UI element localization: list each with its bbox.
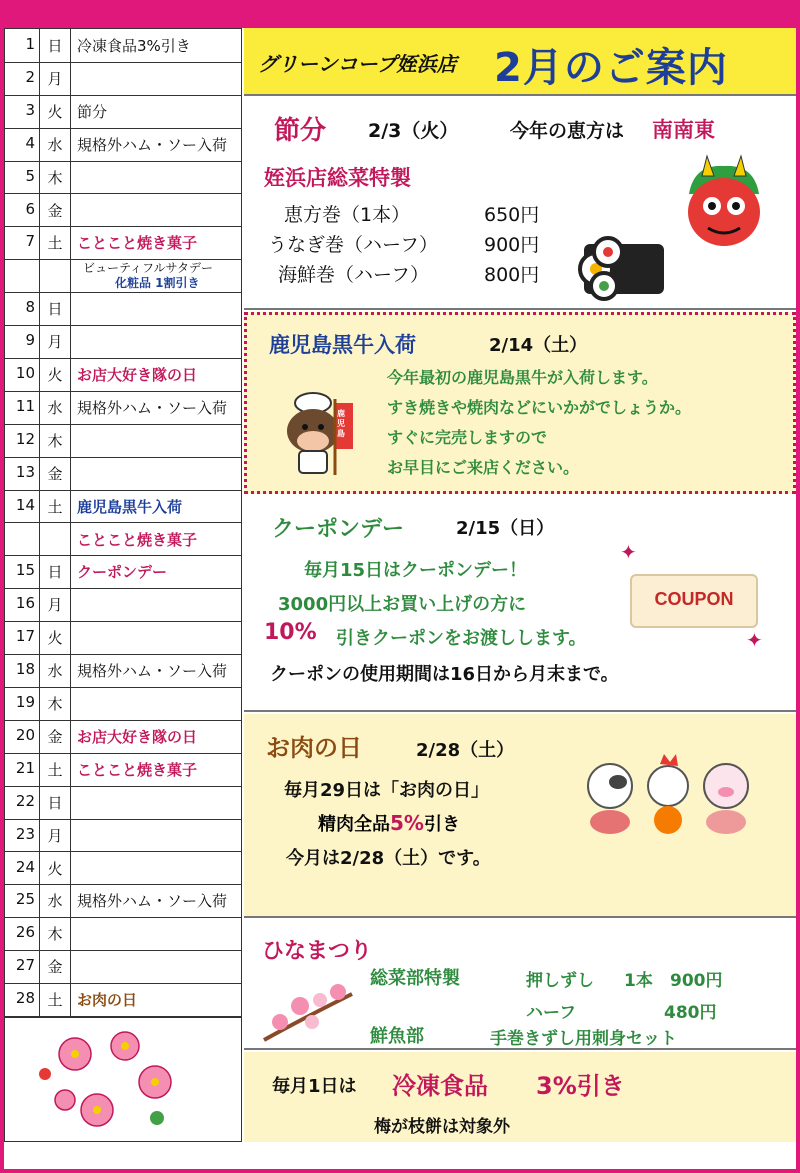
oni-icon [674,154,774,254]
meat-day-line-1: 毎月29日は「お肉の日」 [284,780,490,801]
calendar-weekday: 金 [39,720,71,753]
calendar-weekday: 火 [39,358,71,391]
store-name: グリーンコープ姪浜店 [258,52,457,76]
calendar-weekday: 水 [39,654,71,687]
calendar-weekday: 火 [39,95,71,128]
calendar-event: クーポンデー [77,563,168,582]
beef-line: 今年最初の鹿児島黒牛が入荷します。 [387,368,658,387]
beef-title: 鹿児島黒牛入荷 [269,333,416,357]
hinamatsuri-section [244,920,796,1050]
hina-price-1: 900円 [670,971,723,991]
calendar-day: 3 [25,100,35,119]
event-calendar [4,28,242,1142]
calendar-event: ことこと焼き菓子 [77,234,198,253]
calendar-row [5,194,241,228]
calendar-row [5,128,241,162]
calendar-day: 6 [25,199,35,218]
animals-icon [584,752,754,842]
calendar-day: 26 [15,923,35,942]
calendar-weekday: 木 [39,917,71,950]
calendar-row [5,786,241,820]
frozen-prefix: 毎月1日は [272,1076,357,1097]
calendar-day: 22 [15,791,35,810]
ehoumaki-illustration [574,224,674,304]
ehoumaki-item-name: 恵方巻（1本） [284,204,411,226]
calendar-day: 7 [25,232,35,251]
header-banner [244,28,796,94]
setsubun-title: 節分 [274,116,327,146]
calendar-day: 4 [25,133,35,152]
calendar-day: 5 [25,166,35,185]
calendar-weekday: 日 [39,786,71,819]
calendar-event: ことこと焼き菓子 [77,760,198,779]
calendar-weekday [39,523,71,556]
calendar-event: 冷凍食品3%引き [77,37,191,55]
plum-blossom-icon [5,1018,241,1142]
calendar-weekday: 月 [39,588,71,621]
setsubun-date: 2/3（火） [368,120,459,142]
calendar-row [5,292,241,326]
page-title: 2月のご案内 [494,45,728,91]
coupon-line-1: 毎月15日はクーポンデー！ [304,560,528,581]
calendar-row [5,424,241,458]
calendar-row [5,95,241,129]
calendar-row [5,819,241,853]
calendar-row [5,884,241,918]
calendar-weekday: 月 [39,62,71,95]
calendar-event: お肉の日 [77,991,138,1010]
calendar-row [5,391,241,425]
setsubun-section [244,94,796,310]
calendar-weekday: 日 [39,555,71,588]
hina-dept-2: 鮮魚部 [370,1026,424,1047]
calendar-row [5,62,241,96]
calendar-row [5,490,241,524]
hinamatsuri-title: ひなまつり [262,939,373,964]
calendar-weekday [39,259,71,292]
calendar-weekday: 水 [39,391,71,424]
coupon-line-4: クーポンの使用期間は16日から月末まで。 [270,664,619,685]
calendar-row [5,621,241,655]
calendar-row [5,588,241,622]
meat-day-section [244,714,796,918]
calendar-row [5,29,241,63]
calendar-day: 17 [15,627,35,646]
calendar-event: 節分 [77,102,108,121]
calendar-row [5,654,241,688]
calendar-row [5,457,241,491]
calendar-row [5,523,241,557]
calendar-day: 18 [15,660,35,679]
meat-day-line-3: 今月は2/28（土）です。 [286,848,491,869]
calendar-day: 10 [15,364,35,382]
meat-day-title: お肉の日 [266,734,362,762]
beef-line: すぐに完売しますので [387,428,548,447]
frozen-name: 冷凍食品 [392,1072,488,1100]
meat-day-date: 2/28（土） [416,740,515,761]
calendar-row [5,917,241,951]
calendar-row [5,720,241,754]
calendar-day: 1 [25,35,35,53]
ehou-direction: 南南東 [652,118,715,142]
calendar-weekday: 金 [39,950,71,983]
flag-label: 鹿児島 [337,409,345,438]
calendar-row [5,161,241,195]
coupon-section [244,498,796,712]
calendar-weekday: 土 [39,490,71,523]
calendar-weekday: 月 [39,819,71,852]
calendar-row [5,358,241,392]
calendar-event: 規格外ハム・ソー入荷 [77,662,228,681]
calendar-row [5,226,241,260]
calendar-event: 規格外ハム・ソー入荷 [77,398,228,417]
calendar-weekday: 日 [39,292,71,325]
hina-qty-1: 1本 [624,971,653,991]
calendar-row [5,753,241,787]
ehoumaki-item-name: うなぎ巻（ハーフ） [268,234,439,256]
calendar-weekday: 木 [39,687,71,720]
calendar-day: 21 [15,758,35,777]
calendar-weekday: 火 [39,621,71,654]
calendar-event: 鹿児島黒牛入荷 [77,497,183,516]
calendar-day: 15 [15,561,35,580]
calendar-weekday: 土 [39,226,71,259]
calendar-day: 20 [15,725,35,744]
calendar-row [5,852,241,886]
ehoumaki-item-price: 900円 [484,234,540,256]
calendar-event: 化粧品 1割引き [115,276,200,291]
calendar-row [5,983,241,1017]
coupon-badge [630,574,758,628]
calendar-event: お店大好き隊の日 [77,366,198,384]
calendar-day: 8 [25,298,35,317]
calendar-day: 24 [15,857,35,876]
hina-item-1: 押しずし [526,971,594,991]
cow-chef-icon [273,385,369,481]
beef-section [244,312,796,494]
coupon-line-3: 引きクーポンをお渡しします。 [336,628,587,649]
beef-date: 2/14（土） [489,335,588,356]
peach-blossom-icon [260,970,356,1046]
ehoumaki-item-price: 650円 [484,204,540,226]
calendar-weekday: 金 [39,194,71,227]
calendar-weekday: 水 [39,884,71,917]
calendar-event: 規格外ハム・ソー入荷 [77,892,228,911]
calendar-row [5,555,241,589]
coupon-date: 2/15（日） [456,518,555,539]
sparkle-icon: ✦ [746,628,763,652]
frozen-food-section [244,1052,796,1142]
calendar-event: ビューティフルサタデー [83,261,213,276]
calendar-row [5,950,241,984]
coupon-rate: 10% [264,620,317,645]
calendar-weekday: 木 [39,161,71,194]
coupon-title: クーポンデー [272,517,405,542]
ehoumaki-item-price: 800円 [484,264,540,286]
calendar-event: お店大好き隊の日 [77,727,198,746]
calendar-weekday: 水 [39,128,71,161]
calendar-day: 9 [25,331,35,350]
coupon-line-2: 3000円以上お買い上げの方に [278,594,527,615]
calendar-weekday: 日 [39,29,71,62]
calendar-weekday: 火 [39,852,71,885]
meat-scope: 精肉全品 [318,814,390,835]
calendar-weekday: 金 [39,457,71,490]
calendar-row [5,687,241,721]
coupon-badge-text: COUPON [654,589,734,609]
hina-qty-2: ハーフ [526,1003,577,1023]
frozen-discount: 3%引き [536,1072,625,1100]
calendar-weekday: 月 [39,325,71,358]
calendar-event: ことこと焼き菓子 [77,530,198,549]
ehou-label: 今年の恵方は [510,120,625,142]
frozen-note: 梅が枝餅は対象外 [374,1117,510,1137]
plum-blossom-decoration [5,1017,241,1142]
flyer-page [4,28,796,1169]
calendar-day: 2 [25,67,35,86]
meat-day-line-2 [318,810,460,836]
hina-item-2: 手巻きずし用刺身セット [490,1029,677,1049]
hina-price-2: 480円 [664,1003,717,1023]
calendar-day: 25 [15,890,35,909]
calendar-row [5,325,241,359]
ehoumaki-item-name: 海鮮巻（ハーフ） [278,264,430,286]
calendar-day: 28 [15,989,35,1008]
meat-suffix: 引き [423,814,460,835]
beef-line: すき焼きや焼肉などにいかがでしょうか。 [387,398,692,417]
calendar-day: 23 [15,824,35,843]
calendar-day: 13 [15,462,35,481]
info-column [244,28,796,1142]
calendar-day: 27 [15,956,35,975]
hina-dept-1: 総菜部特製 [370,968,460,989]
calendar-day: 11 [15,396,35,415]
beef-line: お早目にご来店ください。 [387,458,580,477]
setsubun-subtitle: 姪浜店総菜特製 [264,166,411,190]
calendar-day: 14 [15,495,35,514]
calendar-weekday: 木 [39,424,71,457]
calendar-day: 12 [15,429,35,448]
calendar-weekday: 土 [39,753,71,786]
calendar-event: 規格外ハム・ソー入荷 [77,135,228,154]
calendar-day: 19 [15,693,35,711]
calendar-row [5,259,241,293]
calendar-day: 16 [15,594,35,613]
meat-discount: 5% [390,811,424,835]
sparkle-icon: ✦ [620,540,637,564]
calendar-weekday: 土 [39,983,71,1016]
